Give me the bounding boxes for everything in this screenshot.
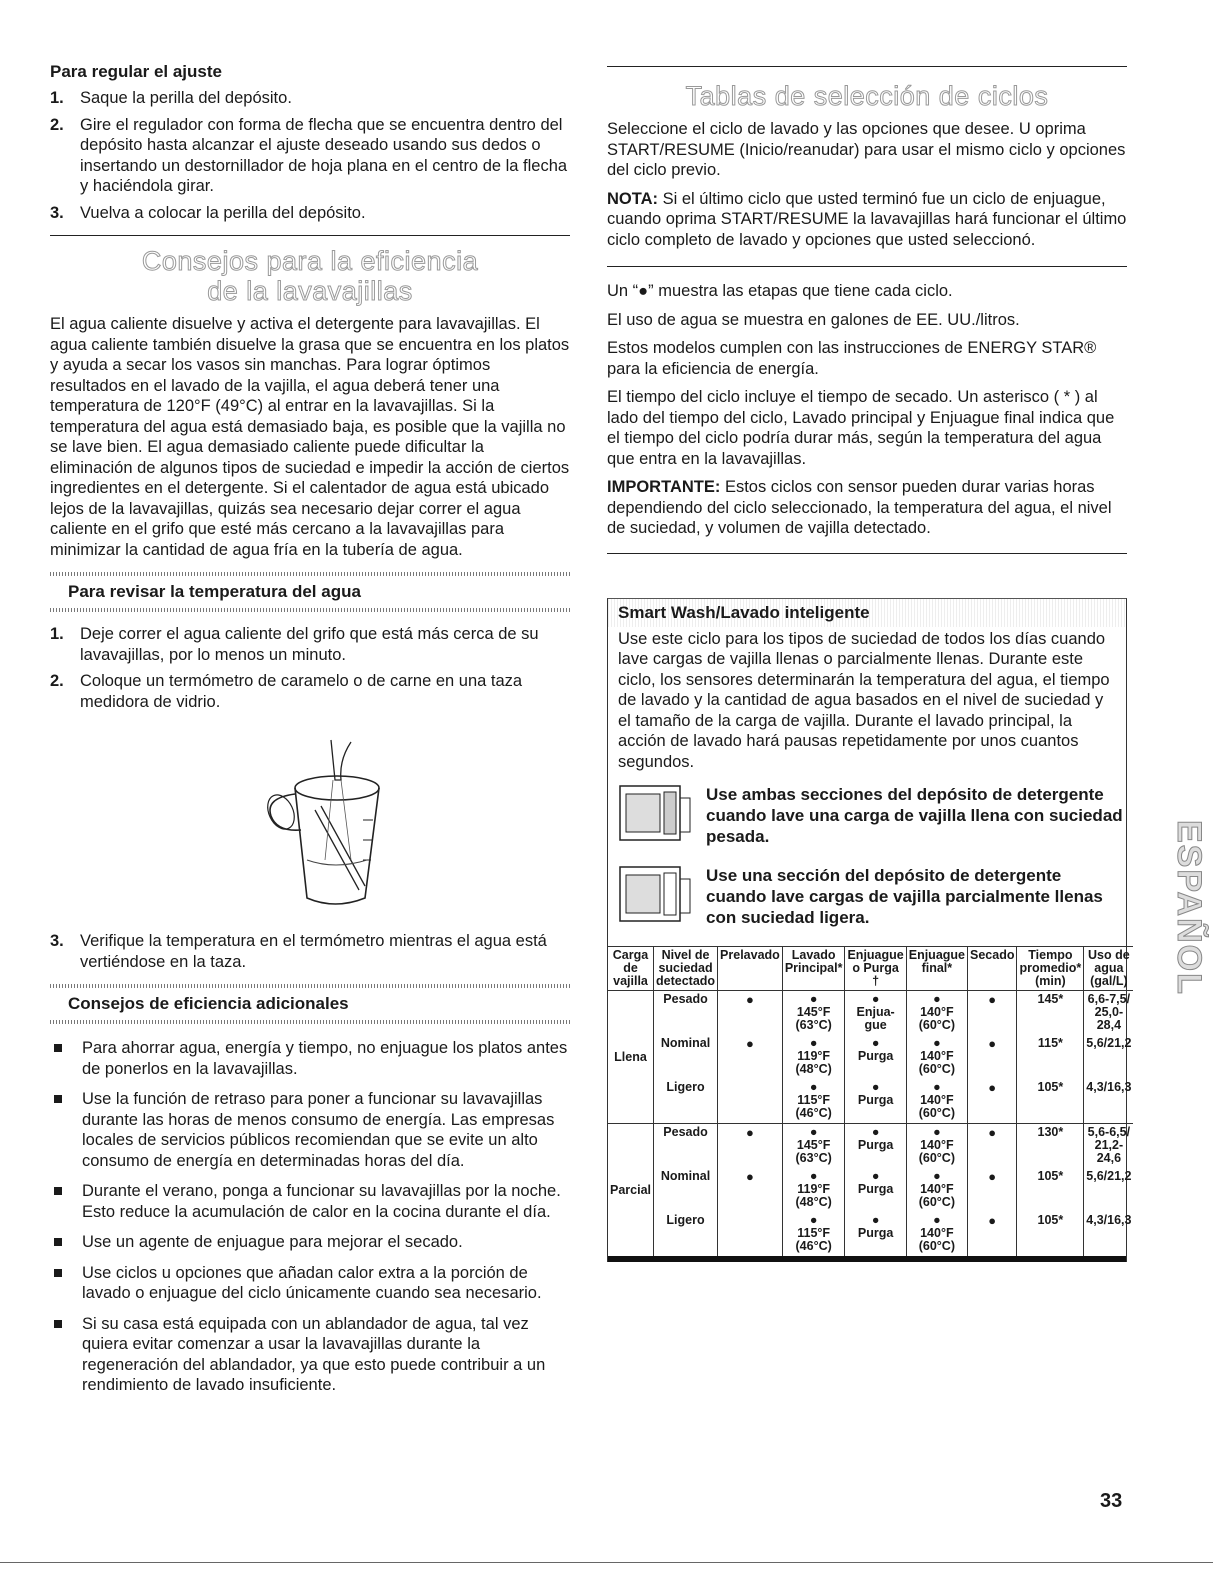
language-tab-label: ESPAÑOL	[1170, 820, 1208, 996]
enjuague-cell: ● Purga	[845, 1035, 906, 1079]
dispenser-both-icon	[618, 784, 692, 842]
nivel-cell: Pesado	[654, 991, 718, 1036]
tiempo-cell: 105*	[1017, 1079, 1084, 1124]
extra-tips-list	[50, 1038, 570, 1396]
secado-cell: ●	[968, 1212, 1017, 1256]
lavado-cell: ● 145°F (63°C)	[782, 1124, 845, 1169]
lavado-cell: ● 119°F (48°C)	[782, 1035, 845, 1079]
dispenser-one-icon	[618, 865, 692, 923]
divider	[607, 266, 1127, 267]
detergent-both-row	[618, 784, 1126, 847]
tiempo-cell: 130*	[1017, 1124, 1084, 1169]
nivel-cell: Ligero	[654, 1079, 718, 1124]
enjuague-cell: ● Purga	[845, 1079, 906, 1124]
detergent-one-text: Use una sección del depósito de detergente cuando lave cargas de vajilla parcialmente llenas con suciedad ligera.	[706, 866, 1103, 927]
tiempo-cell: 105*	[1017, 1212, 1084, 1256]
prelavado-cell: ●	[718, 991, 783, 1036]
cycle-table	[608, 946, 1133, 1256]
secado-cell: ●	[968, 1035, 1017, 1079]
prelavado-cell: ●	[718, 1035, 783, 1079]
right-column	[607, 62, 1132, 1262]
table-header: Tiempo promedio* (min)	[1017, 947, 1084, 991]
important-paragraph: IMPORTANTE: Estos ciclos con sensor pueden durar varias horas dependiendo del ciclo seleccionado, la temperatura del agua, el nivel de suciedad, y volumen de vajilla detectado.	[607, 478, 1112, 537]
list-item: Durante el verano, ponga a funcionar su lavavajillas por la noche. Esto reduce la acumulación de calor en la cocina durante el día.	[50, 1181, 570, 1222]
efficiency-paragraph: El agua caliente disuelve y activa el detergente para lavavajillas. El agua caliente también disuelve la grasa que se encuentra en los platos y ayuda a secar los vasos sin manchas. Para lograr óptimos resultados en el lavado de la vajilla, el agua deberá tener una temperatura de 120°F (49°C) al entrar en la lavavajillas. Si la temperatura del agua está demasiado baja, es posible que la vajilla no se lave bien. El agua demasiado caliente puede dificultar la eliminación de algunos tipos de suciedad e impedir la acción de ciertos ingredientes en el detergente. Si el calentador de agua está ubicado lejos de la lavavajillas, quizás sea necesario dejar correr el agua caliente en el grifo que esté más cercano a la lavavajillas para minimizar la cantidad de agua fría en la tubería de agua.	[50, 315, 570, 559]
table-row	[608, 1168, 1133, 1212]
tiempo-cell: 145*	[1017, 991, 1084, 1036]
agua-cell: 4,3/16,3	[1086, 1213, 1132, 1227]
table-header: Enjuague final*	[906, 947, 967, 991]
table-header: Secado	[968, 947, 1017, 991]
table-header: Prelavado	[718, 947, 783, 991]
final-cell: ● 140°F (60°C)	[906, 1079, 967, 1124]
measuring-cup-thermometer-illustration	[255, 740, 415, 910]
table-row	[608, 1124, 1133, 1169]
lavado-cell: ● 145°F (63°C)	[782, 991, 845, 1036]
agua-cell: 5,6/21,2	[1086, 1036, 1132, 1050]
adjust-steps	[50, 88, 570, 223]
agua-cell: 5,6/21,2	[1086, 1169, 1132, 1183]
cycle-time-note: El tiempo del ciclo incluye el tiempo de secado. Un asterisco ( * ) al lado del tiempo del ciclo, Lavado principal y Enjuague final indica que el tiempo del ciclo podría durar más, según la temperatura del agua que entra en la lavavajillas.	[607, 388, 1115, 468]
intro-paragraph: Seleccione el ciclo de lavado y las opciones que desee. U oprima START/RESUME (Inicio/reanudar) para usar el mismo ciclo y opciones del ciclo previo.	[607, 120, 1126, 179]
water-units: El uso de agua se muestra en galones de EE. UU./litros.	[607, 310, 1020, 329]
secado-cell: ●	[968, 1079, 1017, 1124]
list-item: Use ciclos u opciones que añadan calor extra a la porción de lavado o enjuague del ciclo únicamente cuando sea necesario.	[50, 1263, 570, 1304]
final-cell: ● 140°F (60°C)	[906, 1035, 967, 1079]
table-bottom-bar	[608, 1256, 1126, 1262]
divider	[50, 235, 570, 236]
note-paragraph: NOTA: Si el último ciclo que usted terminó fue un ciclo de enjuague, cuando oprima START/RESUME la lavavajillas hará funcionar el último ciclo completo de lavado y opciones que usted seleccionó.	[607, 189, 1127, 249]
enjuague-cell: ● Purga	[845, 1168, 906, 1212]
agua-cell: 6,6-7,5/ 25,0-28,4	[1087, 992, 1131, 1032]
extra-tips-title: Consejos de eficiencia adicionales	[68, 994, 349, 1013]
temp-check-step3	[50, 931, 570, 972]
prelavado-cell	[718, 1079, 783, 1124]
agua-cell: 5,6-6,5/ 21,2-24,6	[1087, 1125, 1131, 1165]
cycle-tables-title: Tablas de selección de ciclos	[685, 81, 1049, 111]
table-row	[608, 1035, 1133, 1079]
prelavado-cell: ●	[718, 1124, 783, 1169]
carga-cell: Parcial	[608, 1124, 654, 1257]
table-header: Carga de vajilla	[608, 947, 654, 991]
table-header: Lavado Principal*	[782, 947, 845, 991]
efficiency-title: Consejos para la eficiencia de la lavavajillas	[141, 246, 479, 306]
divider	[607, 553, 1127, 554]
final-cell: ● 140°F (60°C)	[906, 1168, 967, 1212]
hatch-divider	[50, 1020, 570, 1024]
tiempo-cell: 115*	[1017, 1035, 1084, 1079]
detergent-one-row	[618, 865, 1126, 928]
nivel-cell: Ligero	[654, 1212, 718, 1256]
list-item: Use un agente de enjuague para mejorar el secado.	[50, 1232, 570, 1253]
list-item: 3. Vuelva a colocar la perilla del depósito.	[50, 203, 366, 222]
final-cell: ● 140°F (60°C)	[906, 1124, 967, 1169]
left-column	[50, 62, 570, 1406]
final-cell: ● 140°F (60°C)	[906, 1212, 967, 1256]
temp-check-steps	[50, 624, 570, 712]
table-row	[608, 1079, 1133, 1124]
enjuague-cell: ● Enjua- gue	[845, 991, 906, 1036]
secado-cell: ●	[968, 1168, 1017, 1212]
energy-star-note: Estos modelos cumplen con las instrucciones de ENERGY STAR® para la eficiencia de energía.	[607, 339, 1097, 378]
list-item: 1. Deje correr el agua caliente del grifo que está más cerca de su lavavajillas, por lo menos un minuto.	[50, 625, 539, 664]
nivel-cell: Pesado	[654, 1124, 718, 1169]
lavado-cell: ● 115°F (46°C)	[782, 1079, 845, 1124]
list-item: 1. Saque la perilla del depósito.	[50, 89, 292, 107]
secado-cell: ●	[968, 1124, 1017, 1169]
lavado-cell: ● 119°F (48°C)	[782, 1168, 845, 1212]
dot-legend: Un “●” muestra las etapas que tiene cada ciclo.	[607, 282, 953, 300]
carga-cell: Llena	[608, 991, 654, 1124]
adjust-title: Para regular el ajuste	[50, 62, 222, 81]
final-cell: ● 140°F (60°C)	[906, 991, 967, 1036]
table-header: Enjuague o Purga †	[845, 947, 906, 991]
list-item: 3. Verifique la temperatura en el termómetro mientras el agua está vertiéndose en la taza.	[50, 932, 547, 971]
list-item: Para ahorrar agua, energía y tiempo, no enjuague los platos antes de ponerlos en la lavavajillas.	[50, 1038, 570, 1079]
tiempo-cell: 105*	[1017, 1168, 1084, 1212]
nivel-cell: Nominal	[654, 1168, 718, 1212]
lavado-cell: ● 115°F (46°C)	[782, 1212, 845, 1256]
nivel-cell: Nominal	[654, 1035, 718, 1079]
agua-cell: 4,3/16,3	[1084, 1079, 1134, 1124]
language-tab	[1150, 810, 1208, 1060]
detergent-both-text: Use ambas secciones del depósito de detergente cuando lave una carga de vajilla llena con suciedad pesada.	[706, 785, 1123, 846]
table-header: Nivel de suciedad detectado	[654, 947, 718, 991]
enjuague-cell: ● Purga	[845, 1212, 906, 1256]
smart-wash-description: Use este ciclo para los tipos de suciedad de todos los días cuando lave cargas de vajilla llenas o parcialmente llenas. Durante este ciclo, los sensores determinarán la temperatura del agua, el tiempo de lavado y la cantidad de agua basados en el nivel de suciedad y el tamaño de la carga de vajilla. Durante el lavado principal, la acción de lavado hará pausas repetidamente por unos cuantos segundos.	[618, 629, 1110, 771]
list-item: 2. Coloque un termómetro de caramelo o de carne en una taza medidora de vidrio.	[50, 672, 523, 711]
page-number: 33	[1100, 1490, 1123, 1512]
enjuague-cell: ● Purga	[845, 1124, 906, 1169]
prelavado-cell: ●	[718, 1168, 783, 1212]
hatch-divider	[50, 608, 570, 612]
table-row	[608, 1212, 1133, 1256]
temp-check-title: Para revisar la temperatura del agua	[68, 582, 361, 601]
table-header: Uso de agua (gal/L)	[1084, 947, 1134, 991]
bottom-rule	[0, 1562, 1213, 1563]
table-row	[608, 991, 1133, 1036]
smart-wash-section	[607, 598, 1132, 1263]
list-item: 2. Gire el regulador con forma de flecha que se encuentra dentro del depósito hasta alcanzar el ajuste deseado usando sus dedos o insertando un destornillador de hoja plana en el centro de la flecha y haciéndola girar.	[50, 115, 568, 195]
divider	[607, 66, 1127, 67]
prelavado-cell	[718, 1212, 783, 1256]
list-item: Si su casa está equipada con un ablandador de agua, tal vez quiera evitar comenzar a usar la lavavajillas durante la regeneración del ablandador, ya que esto puede contribuir a un rendimiento de lavado insuficiente.	[50, 1314, 570, 1396]
list-item: Use la función de retraso para poner a funcionar su lavavajillas durante las horas de menos consumo de energía. Las empresas locales de servicios públicos recomiendan que se evite un alto consumo de energía en determinadas horas del día.	[50, 1089, 570, 1171]
smart-wash-title: Smart Wash/Lavado inteligente	[608, 599, 1126, 627]
secado-cell: ●	[968, 991, 1017, 1036]
